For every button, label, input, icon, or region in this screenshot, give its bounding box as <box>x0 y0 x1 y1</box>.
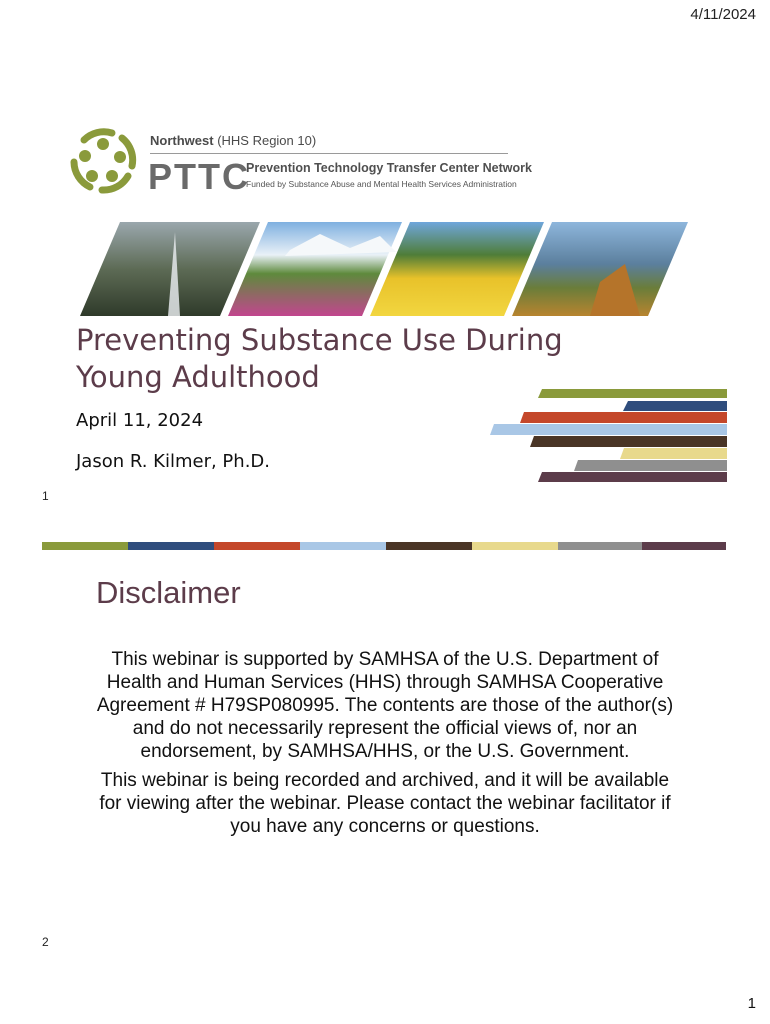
presentation-title: Preventing Substance Use During Young Adulthood <box>76 323 563 394</box>
stripe <box>520 412 727 423</box>
decorative-color-stripes <box>490 389 730 483</box>
stripe <box>538 389 727 398</box>
slide-divider-band <box>42 542 726 550</box>
logo-funded-by: Funded by Substance Abuse and Mental Health Services Administration <box>246 179 517 189</box>
stripe <box>538 472 727 482</box>
logo-region: Northwest (HHS Region 10) <box>150 133 317 148</box>
page-number: 1 <box>747 995 756 1012</box>
slide-number: 1 <box>42 489 49 503</box>
print-date: 4/11/2024 <box>690 6 756 23</box>
presentation-date: April 11, 2024 <box>76 410 204 431</box>
logo-rule <box>150 153 508 154</box>
logo-wordmark: PTTC <box>148 156 250 197</box>
disclaimer-paragraph: This webinar is supported by SAMHSA of the U.S. Department of Health and Human Services (HHS) through SAMHSA Cooperative Agreement # H79SP080995. The contents are those of the author(s) and do not necessarily represent the official views of, nor an endorsement, by SAMHSA/HHS, or the U.S. Government. <box>96 649 674 762</box>
stripe <box>574 460 727 471</box>
landscape-photo-strip <box>80 222 690 316</box>
recording-notice-paragraph: This webinar is being recorded and archived, and it will be available for viewing after the webinar. Please contact the webinar facilitator if you have any concerns or questions. <box>99 770 671 837</box>
stripe <box>620 448 727 459</box>
pttc-logo <box>66 124 532 200</box>
disclaimer-body <box>90 648 680 844</box>
presenter-name: Jason R. Kilmer, Ph.D. <box>76 451 270 472</box>
disclaimer-title: Disclaimer <box>96 575 241 610</box>
stripe <box>623 401 727 411</box>
stripe <box>490 424 727 435</box>
logo-network-name: Prevention Technology Transfer Center Network <box>246 161 532 175</box>
slide-number: 2 <box>42 935 49 949</box>
stripe <box>530 436 727 447</box>
people-circle-logo-icon <box>66 124 140 198</box>
